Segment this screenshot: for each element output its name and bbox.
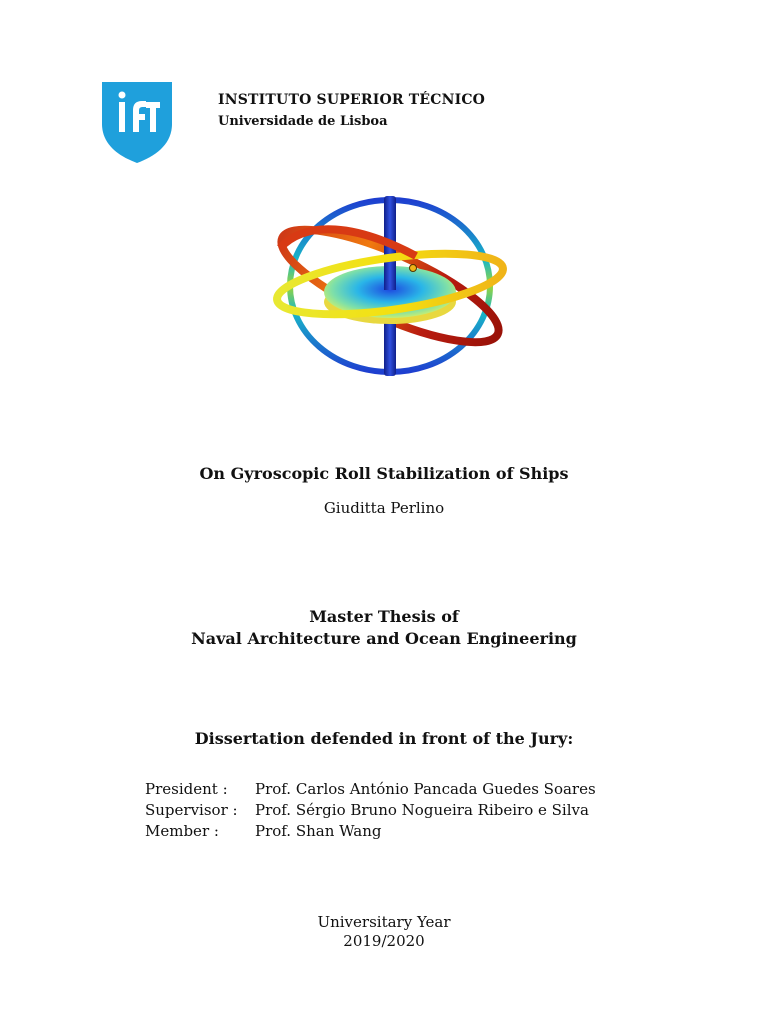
jury-member-name: Prof. Shan Wang (255, 822, 382, 840)
degree-block (0, 606, 768, 650)
jury-member-name: Prof. Sérgio Bruno Nogueira Ribeiro e Silva (255, 801, 589, 819)
jury-row-president (145, 779, 596, 800)
jury-role: Supervisor : (145, 801, 238, 819)
jury-role: President : (145, 780, 228, 798)
author-name: Giuditta Perlino (323, 499, 445, 517)
jury-row-supervisor (145, 800, 596, 821)
thesis-title: On Gyroscopic Roll Stabilization of Ships (199, 464, 569, 483)
academic-year-block (0, 913, 768, 951)
jury-list (145, 779, 596, 842)
institution-name: INSTITUTO SUPERIOR TÉCNICO (218, 92, 486, 108)
gyroscope-rendering-icon (266, 190, 512, 382)
jury-member-name: Prof. Carlos António Pancada Guedes Soares (255, 780, 596, 798)
university-name: Universidade de Lisboa (218, 114, 388, 129)
degree-line-2: Naval Architecture and Ocean Engineering (191, 629, 577, 648)
academic-year-value: 2019/2020 (343, 932, 425, 950)
ist-logo (100, 80, 174, 164)
academic-year-label: Universitary Year (317, 913, 451, 931)
jury-heading: Dissertation defended in front of the Jury: (194, 729, 574, 748)
jury-role: Member : (145, 822, 219, 840)
jury-row-member (145, 821, 596, 842)
degree-line-1: Master Thesis of (309, 607, 459, 626)
